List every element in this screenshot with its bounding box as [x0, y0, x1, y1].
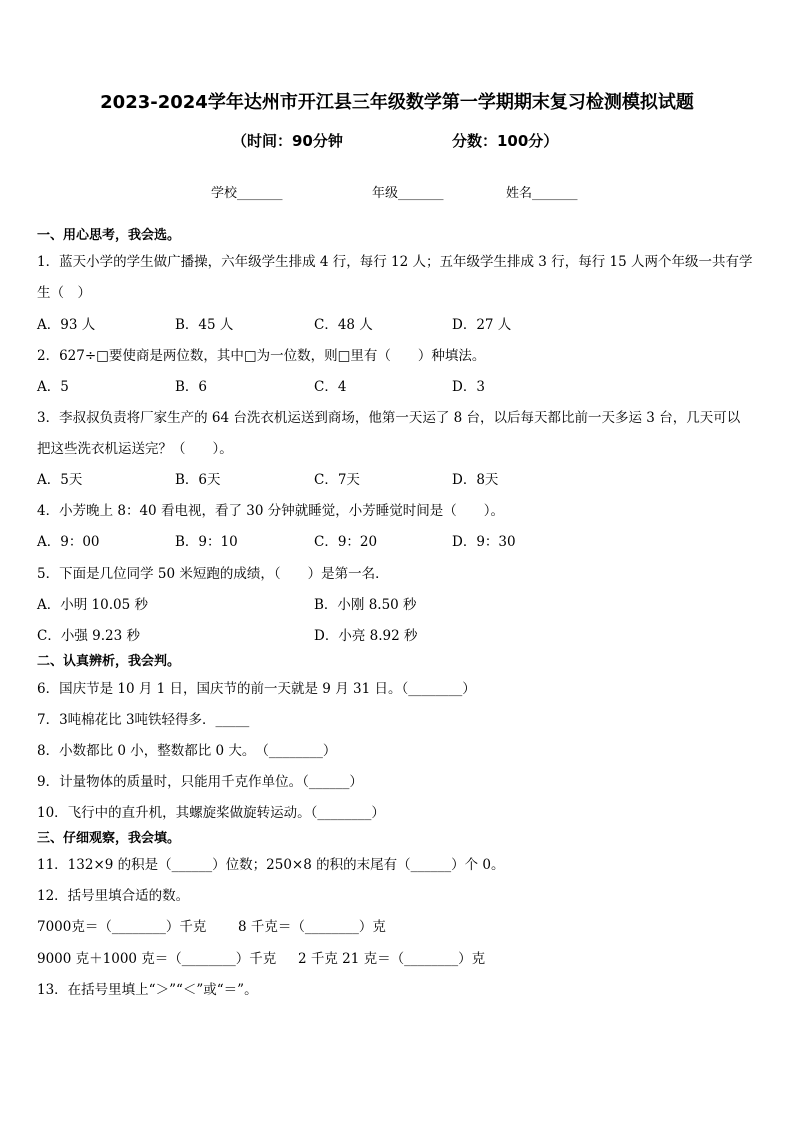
q5-option-c[interactable]: C．小强 9.23 秒 — [37, 628, 140, 644]
q3-option-a[interactable]: A．5天 — [37, 472, 83, 488]
page-title: 2023-2024学年达州市开江县三年级数学第一学期期末复习检测模拟试题 — [100, 92, 694, 113]
q2-option-b[interactable]: B．6 — [175, 379, 208, 395]
section-heading-1: 一、用心思考，我会选。 — [37, 228, 181, 243]
name-field[interactable]: 姓名_______ — [506, 186, 578, 201]
question-1-text: 1．蓝天小学的学生做广播操，六年级学生排成 4 行，每行 12 人；五年级学生排成 3 行，每行 15 人两个年级一共有学 — [37, 254, 753, 270]
q2-option-a[interactable]: A．5 — [37, 379, 69, 395]
exam-score: 分数：100分） — [452, 132, 559, 150]
q12-item-b: 8 千克＝（________）克 — [238, 919, 386, 935]
q2-option-c[interactable]: C．4 — [314, 379, 347, 395]
section-heading-3: 三、仔细观察，我会填。 — [37, 831, 181, 846]
question-3-text-cont: 把这些洗衣机运送完？（ ）。 — [37, 441, 233, 457]
q12-item-c: 9000 克＋1000 克＝（________）千克 — [37, 951, 277, 967]
q1-option-a[interactable]: A．93 人 — [37, 317, 96, 333]
question-11-text: 11．132×9 的积是（______）位数；250×8 的积的末尾有（______）个 0。 — [37, 857, 505, 873]
exam-time: （时间：90分钟 — [232, 132, 343, 150]
q3-option-c[interactable]: C．7天 — [314, 472, 360, 488]
question-2-text: 2．627÷□要使商是两位数，其中□为一位数，则□里有（ ）种填法。 — [37, 348, 486, 364]
q2-option-d[interactable]: D．3 — [452, 379, 485, 395]
q12-item-a: 7000克＝（________）千克 — [37, 919, 207, 935]
q3-option-d[interactable]: D．8天 — [452, 472, 499, 488]
q1-option-d[interactable]: D．27 人 — [452, 317, 512, 333]
q5-option-d[interactable]: D．小亮 8.92 秒 — [314, 628, 418, 644]
q4-option-a[interactable]: A．9：00 — [37, 534, 100, 550]
q4-option-b[interactable]: B．9：10 — [175, 534, 238, 550]
q5-option-b[interactable]: B．小刚 8.50 秒 — [314, 597, 417, 613]
q5-option-a[interactable]: A．小明 10.05 秒 — [37, 597, 148, 613]
question-8-text: 8．小数都比 0 小，整数都比 0 大。 （________） — [37, 743, 337, 759]
question-1-text-cont: 生（ ） — [37, 285, 91, 301]
question-6-text: 6．国庆节是 10 月 1 日，国庆节的前一天就是 9 月 31 日。（________） — [37, 681, 476, 697]
question-12-text: 12．括号里填合适的数。 — [37, 888, 190, 904]
question-5-text: 5．下面是几位同学 50 米短跑的成绩，（ ）是第一名． — [37, 566, 389, 582]
question-7-text: 7．3吨棉花比 3吨铁轻得多．_____ — [37, 712, 250, 728]
question-4-text: 4．小芳晚上 8：40 看电视，看了 30 分钟就睡觉，小芳睡觉时间是（ ）。 — [37, 503, 504, 519]
q4-option-c[interactable]: C．9：20 — [314, 534, 378, 550]
section-heading-2: 二、认真辨析，我会判。 — [37, 654, 181, 669]
question-9-text: 9．计量物体的质量时，只能用千克作单位。（______） — [37, 774, 363, 790]
grade-field[interactable]: 年级_______ — [372, 186, 444, 201]
q3-option-b[interactable]: B．6天 — [175, 472, 221, 488]
question-13-text: 13．在括号里填上“＞”“＜”或“＝”。 — [37, 982, 258, 998]
question-3-text: 3．李叔叔负责将厂家生产的 64 台洗衣机运送到商场，他第一天运了 8 台，以后每天都比前一天多运 3 台，几天可以 — [37, 410, 741, 426]
q12-item-d: 2 千克 21 克＝（________）克 — [298, 951, 486, 967]
school-field[interactable]: 学校_______ — [211, 186, 283, 201]
q1-option-c[interactable]: C．48 人 — [314, 317, 373, 333]
question-10-text: 10．飞行中的直升机，其螺旋桨做旋转运动。（________） — [37, 805, 385, 821]
q4-option-d[interactable]: D．9：30 — [452, 534, 516, 550]
q1-option-b[interactable]: B．45 人 — [175, 317, 234, 333]
